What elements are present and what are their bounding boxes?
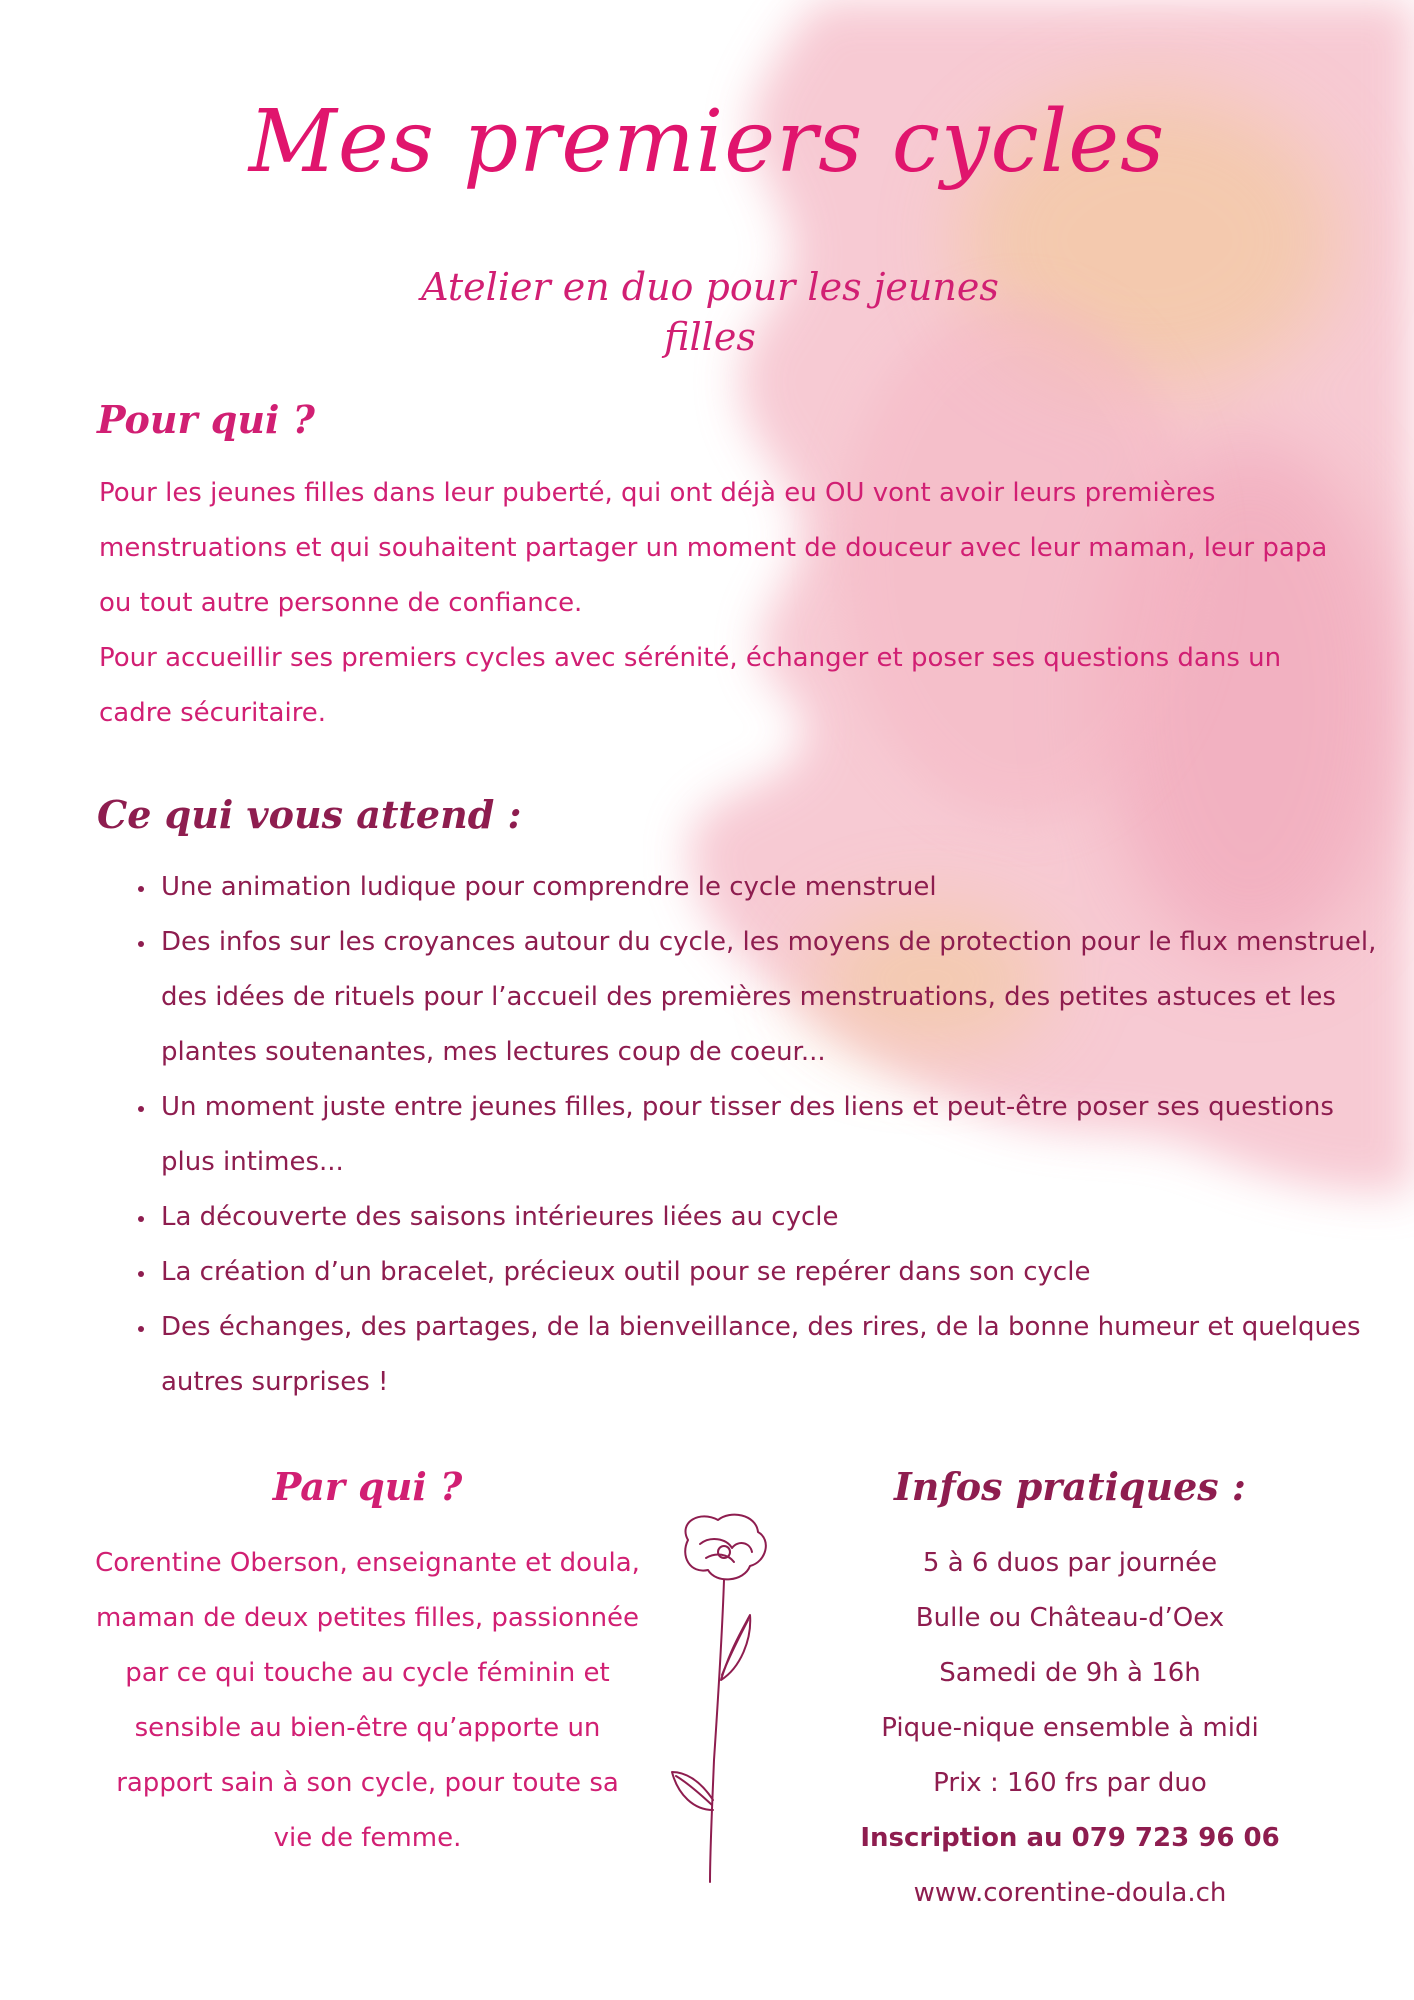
par-qui-text: Corentine Oberson, enseignante et doula, maman de deux petites filles, passionnée par ce qui touche au cycle féminin et sensible au bien-être qu’apporte un rapport sain à son cycle, pour toute sa vie de femme. — [95, 1548, 640, 1853]
heading-infos-pratiques: Infos pratiques : — [894, 1464, 1246, 1509]
heading-par-qui: Par qui ? — [272, 1464, 463, 1509]
infos-pratiques-list — [790, 1536, 1350, 1921]
info-line: Samedi de 9h à 16h — [939, 1658, 1201, 1688]
inscription-phone: Inscription au 079 723 96 06 — [860, 1823, 1280, 1853]
poppy-flower-icon — [660, 1510, 780, 1890]
website-link[interactable]: www.corentine-doula.ch — [913, 1878, 1227, 1908]
heading-pour-qui: Pour qui ? — [97, 397, 315, 442]
list-item: • Des infos sur les croyances autour du cycle, les moyens de protection pour le flux menstruel, des idées de rituels pour l’accueil des premières menstruations, des petites astuces et les plantes soutenantes, mes lectures coup de coeur... — [157, 915, 1387, 1080]
list-item: • Un moment juste entre jeunes filles, pour tisser des liens et peut-être poser ses questions plus intimes... — [157, 1080, 1387, 1190]
info-line: Prix : 160 frs par duo — [933, 1768, 1207, 1798]
activities-list — [125, 860, 1387, 1410]
pour-qui-text — [99, 466, 1339, 741]
pour-qui-paragraph-1: Pour les jeunes filles dans leur puberté, qui ont déjà eu OU vont avoir leurs premières menstruations et qui souhaitent partager un moment de douceur avec leur maman, leur papa ou tout autre personne de confiance. — [99, 478, 1328, 618]
page-title: Mes premiers cycles — [248, 92, 1166, 192]
list-item: • Des échanges, des partages, de la bienveillance, des rires, de la bonne humeur et quelques autres surprises ! — [157, 1300, 1387, 1410]
list-item: • La création d’un bracelet, précieux outil pour se repérer dans son cycle — [157, 1245, 1387, 1300]
info-line: 5 à 6 duos par journée — [922, 1548, 1218, 1578]
info-line: Pique-nique ensemble à midi — [881, 1713, 1259, 1743]
info-line: Bulle ou Château-d’Oex — [915, 1603, 1225, 1633]
list-item: • La découverte des saisons intérieures liées au cycle — [157, 1190, 1387, 1245]
list-item: • Une animation ludique pour comprendre le cycle menstruel — [157, 860, 1387, 915]
page-subtitle: Atelier en duo pour les jeunes filles — [421, 265, 999, 359]
heading-ce-qui-vous-attend: Ce qui vous attend : — [97, 792, 522, 837]
pour-qui-paragraph-2: Pour accueillir ses premiers cycles avec sérénité, échanger et poser ses questions dans un cadre sécuritaire. — [99, 643, 1282, 728]
